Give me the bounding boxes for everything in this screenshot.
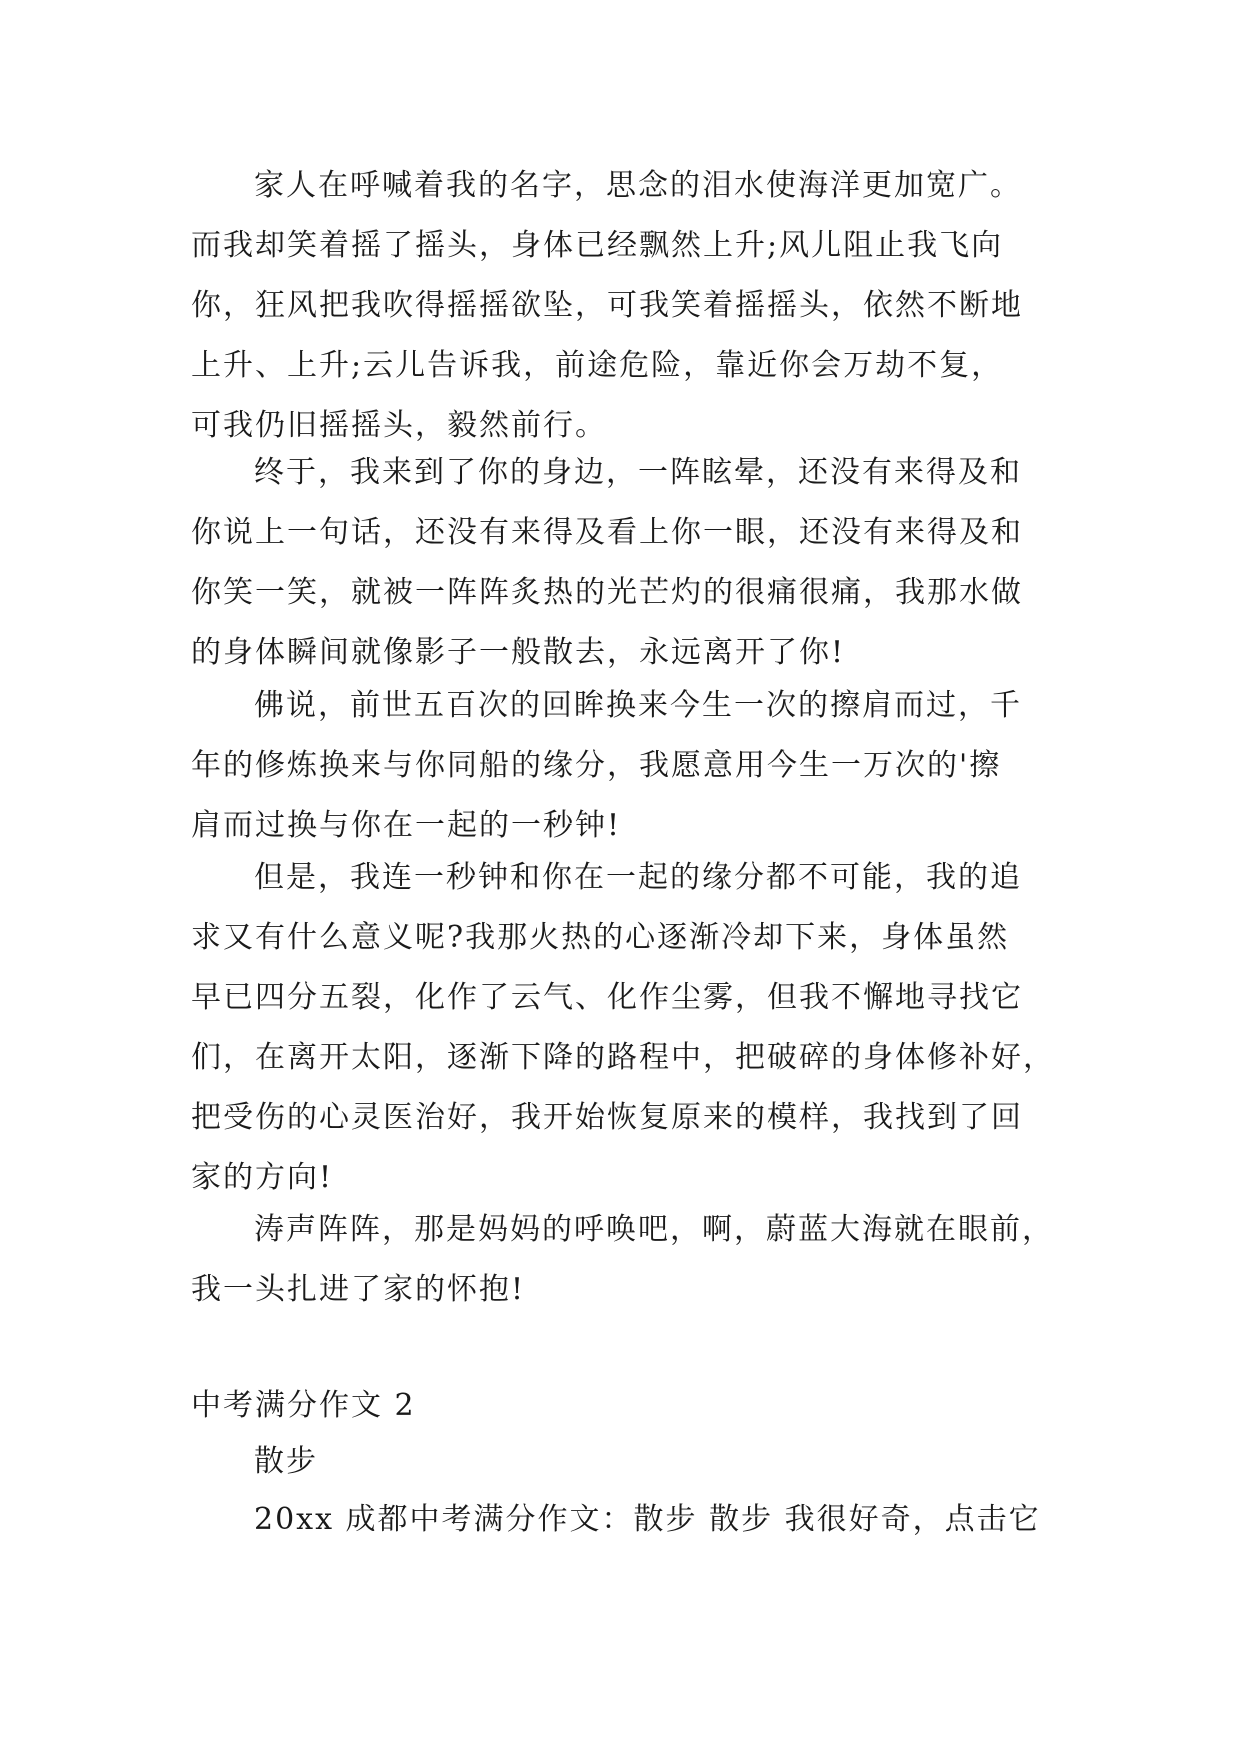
text-line: 你说上一句话，还没有来得及看上你一眼，还没有来得及和 bbox=[191, 515, 1023, 550]
text-line: 们，在离开太阳，逐渐下降的路程中，把破碎的身体修补好， bbox=[191, 1040, 1055, 1075]
text-line: 可我仍旧摇摇头，毅然前行。 bbox=[191, 408, 607, 443]
paragraph-5 bbox=[191, 1200, 1054, 1320]
text-line: 年的修炼换来与你同船的缘分，我愿意用今生一万次的'擦 bbox=[191, 748, 1002, 783]
text-line: 上升、上升;云儿告诉我，前途危险，靠近你会万劫不复， bbox=[191, 348, 1004, 383]
section-heading-text: 中考满分作文 2 bbox=[191, 1388, 416, 1423]
paragraph-2 bbox=[191, 443, 1051, 683]
essay-title bbox=[191, 1432, 1051, 1492]
text-line: 涛声阵阵，那是妈妈的呼唤吧，啊，蔚蓝大海就在眼前， bbox=[254, 1212, 1054, 1247]
text-line: 肩而过换与你在一起的一秒钟! bbox=[191, 808, 622, 843]
text-line: 而我却笑着摇了摇头，身体已经飘然上升;风儿阻止我飞向 bbox=[191, 228, 1004, 263]
text-line: 早已四分五裂，化作了云气、化作尘雾，但我不懈地寻找它 bbox=[191, 980, 1023, 1015]
text-line: 我一头扎进了家的怀抱! bbox=[191, 1272, 526, 1307]
text-line: 你笑一笑，就被一阵阵炙热的光芒灼的很痛很痛，我那水做 bbox=[191, 575, 1023, 610]
text-line: 佛说，前世五百次的回眸换来今生一次的擦肩而过，千 bbox=[254, 688, 1022, 723]
paragraph-3 bbox=[191, 676, 1051, 856]
section-heading bbox=[191, 1376, 1051, 1436]
text-line: 你，狂风把我吹得摇摇欲坠，可我笑着摇摇头，依然不断地 bbox=[191, 288, 1023, 323]
essay-title-text: 散步 bbox=[254, 1444, 318, 1479]
text-line: 家人在呼喊着我的名字，思念的泪水使海洋更加宽广。 bbox=[254, 168, 1022, 203]
text-line: 终于，我来到了你的身边，一阵眩晕，还没有来得及和 bbox=[254, 455, 1022, 490]
text-line: 家的方向! bbox=[191, 1160, 334, 1195]
text-line: 求又有什么意义呢?我那火热的心逐渐冷却下来，身体虽然 bbox=[191, 920, 1010, 955]
paragraph-4 bbox=[191, 848, 1055, 1208]
text-line: 但是，我连一秒钟和你在一起的缘分都不可能，我的追 bbox=[254, 860, 1022, 895]
intro-paragraph bbox=[191, 1490, 1051, 1550]
text-line: 把受伤的心灵医治好，我开始恢复原来的模样，我找到了回 bbox=[191, 1100, 1023, 1135]
text-line: 20xx 成都中考满分作文：散步 散步 我很好奇，点击它 bbox=[254, 1502, 1041, 1537]
text-line: 的身体瞬间就像影子一般散去，永远离开了你! bbox=[191, 635, 846, 670]
paragraph-1 bbox=[191, 156, 1051, 456]
